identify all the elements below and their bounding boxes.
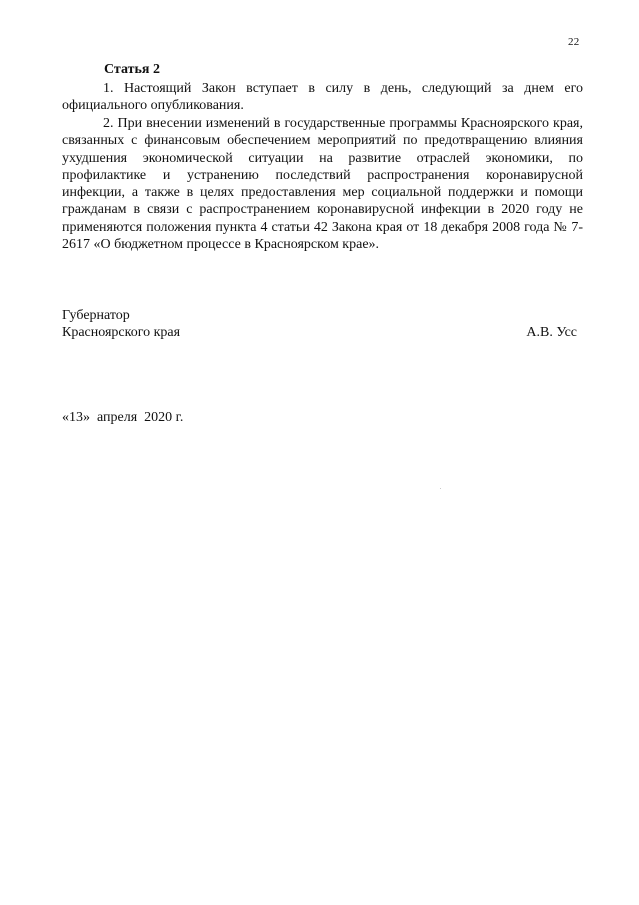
article-paragraph-2: 2. При внесении изменений в государственные программы Красноярского края, связанных с финансовым обеспечением мероприятий по предотвращению влияния ухудшения экономической ситуации на развитие отраслей экономики, по профилактике и устранению последствий распространения коронавирусной инфекции, а также в целях предоставления мер социальной поддержки и помощи гражданам в связи с распространением коронавирусной инфекции в 2020 году не применяются положения пункта 4 статьи 42 Закона края от 18 декабря 2008 года № 7-2617 «О бюджетном процессе в Красноярском крае».	[62, 116, 583, 253]
signatory-title-line-2: Красноярского края	[62, 325, 181, 340]
signatory-name: А.В. Усс	[526, 325, 577, 340]
signature-row	[62, 324, 583, 341]
signatory-title-line-1: Губернатор	[62, 308, 130, 323]
document-date: «13» апреля 2020 г.	[62, 410, 184, 425]
article-heading: Статья 2	[104, 62, 160, 77]
scan-speck	[440, 488, 441, 489]
page-number: 22	[568, 36, 580, 48]
signature-block	[62, 307, 583, 341]
article-paragraph-1: 1. Настоящий Закон вступает в силу в день, следующий за днем его официального опубликования.	[62, 81, 583, 114]
